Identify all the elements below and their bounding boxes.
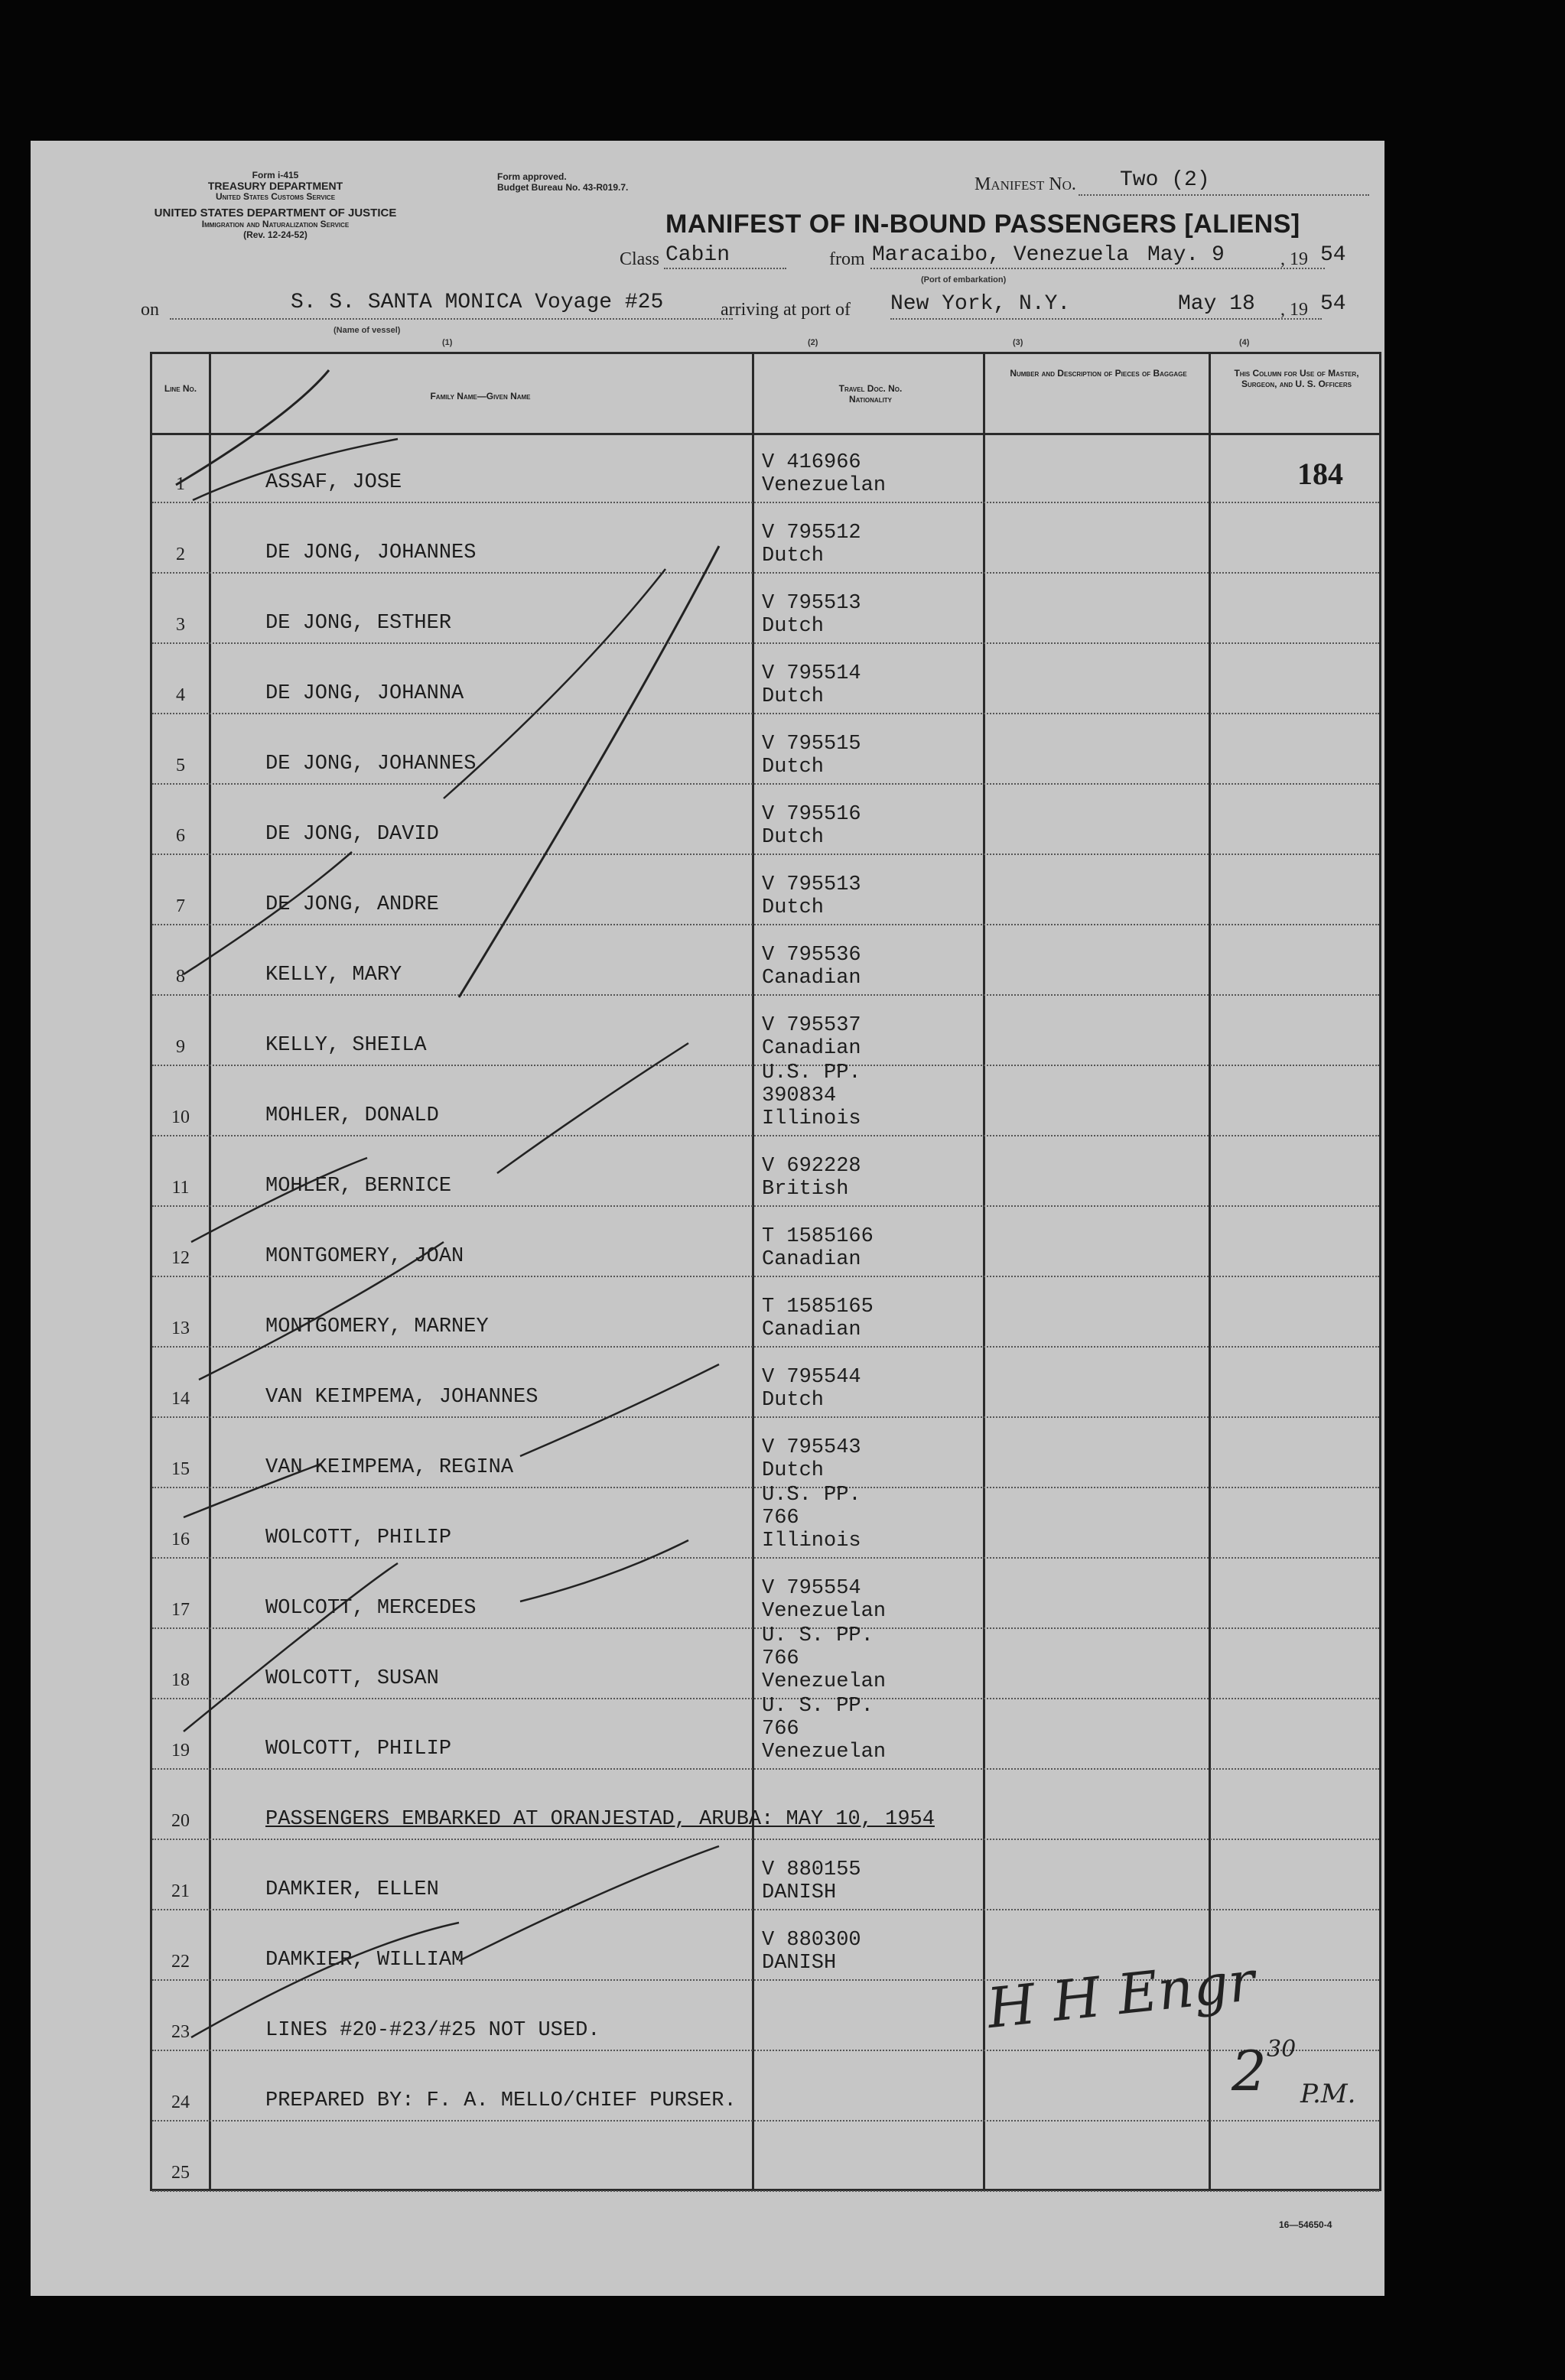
ins-label: Immigration and Naturalization Service <box>201 219 350 229</box>
col-header-name: Family Name—Given Name <box>430 391 531 402</box>
row-rule <box>152 924 1379 925</box>
travel-doc-line: DANISH <box>762 1952 837 1975</box>
travel-doc-line: U.S. PP. <box>762 1484 861 1507</box>
passenger-name: MOHLER, DONALD <box>265 1104 439 1127</box>
justice-label: UNITED STATES DEPARTMENT OF JUSTICE <box>154 206 397 219</box>
travel-doc-line: Dutch <box>762 756 825 779</box>
travel-doc-line: Venezuelan <box>762 1670 887 1693</box>
line-number: 16 <box>171 1530 190 1549</box>
arrival-port: New York, N.Y. <box>890 292 1071 316</box>
col-header-officers: This Column for Use of Master, Surgeon, and U. S. Officers <box>1234 368 1359 389</box>
line-number: 10 <box>171 1107 190 1127</box>
arriving-label: arriving at port of <box>721 300 851 320</box>
passenger-name: VAN KEIMPEMA, REGINA <box>265 1456 514 1479</box>
travel-doc-line: V 795515 <box>762 733 861 756</box>
travel-doc-line: Venezuelan <box>762 1600 887 1623</box>
inspector-signature: H H Engr <box>984 1948 1258 2041</box>
revision-label: (Rev. 12-24-52) <box>243 229 307 240</box>
passenger-name: DAMKIER, WILLIAM <box>265 1949 464 1972</box>
travel-doc-line: V 795514 <box>762 662 861 685</box>
col-divider <box>1209 354 1211 2189</box>
travel-doc-line: Canadian <box>762 1037 861 1060</box>
row-rule <box>152 853 1379 855</box>
passenger-name: DE JONG, ESTHER <box>265 612 452 635</box>
travel-doc-line: Illinois <box>762 1530 861 1553</box>
line-number: 1 <box>176 474 185 494</box>
travel-doc-line: V 795536 <box>762 944 861 967</box>
travel-doc-line: Dutch <box>762 545 825 567</box>
travel-doc-line: Venezuelan <box>762 474 887 497</box>
travel-doc-line: 766 <box>762 1647 799 1670</box>
travel-doc-line: V 795512 <box>762 522 861 545</box>
travel-doc-line: Canadian <box>762 1318 861 1341</box>
line-number: 25 <box>171 2163 190 2183</box>
col-num-2: (2) <box>808 338 818 347</box>
line-number: 9 <box>176 1037 185 1057</box>
line-number: 3 <box>176 615 185 635</box>
passenger-name: DE JONG, JOHANNES <box>265 541 477 564</box>
travel-doc-line: V 880155 <box>762 1858 861 1881</box>
travel-doc-line: V 795543 <box>762 1436 861 1459</box>
treasury-label: TREASURY DEPARTMENT <box>207 180 343 192</box>
passenger-name: WOLCOTT, MERCEDES <box>265 1597 477 1620</box>
from-label: from <box>829 249 865 269</box>
row-rule <box>152 2050 1379 2051</box>
row-rule <box>152 1276 1379 1277</box>
travel-doc-line: DANISH <box>762 1881 837 1904</box>
travel-doc-line: Canadian <box>762 967 861 990</box>
line-number: 12 <box>171 1248 190 1268</box>
form-id: Form i-415 <box>252 170 299 180</box>
passenger-name: WOLCOTT, PHILIP <box>265 1527 452 1549</box>
travel-doc-line: V 795537 <box>762 1014 861 1037</box>
row-rule <box>152 1557 1379 1559</box>
passenger-name: LINES #20-#23/#25 NOT USED. <box>265 2019 600 2042</box>
travel-doc-line: 390834 <box>762 1084 837 1107</box>
passenger-name: ASSAF, JOSE <box>265 471 402 494</box>
customs-label: United States Customs Service <box>215 191 336 202</box>
passenger-name: DE JONG, JOHANNES <box>265 753 477 775</box>
time-minute: 30 <box>1267 2036 1297 2063</box>
year2-value: 54 <box>1320 292 1346 316</box>
vessel-caption: (Name of vessel) <box>333 326 401 335</box>
col-num-3: (3) <box>1013 338 1023 347</box>
line-number: 13 <box>171 1318 190 1338</box>
col-num-1: (1) <box>442 338 453 347</box>
manifest-no-dots <box>1079 194 1369 196</box>
year1-value: 54 <box>1320 243 1346 267</box>
row-rule <box>152 642 1379 644</box>
row-rule <box>152 2120 1379 2122</box>
line-number: 14 <box>171 1389 190 1409</box>
line-number: 5 <box>176 756 185 775</box>
row-rule <box>152 1416 1379 1418</box>
line-number: 19 <box>171 1741 190 1761</box>
line-number: 11 <box>171 1178 190 1198</box>
row-rule <box>152 1135 1379 1136</box>
officer-mark: 184 <box>1297 457 1343 491</box>
travel-doc-line: V 692228 <box>762 1155 861 1178</box>
class-dots <box>664 268 786 269</box>
manifest-title: MANIFEST OF IN-BOUND PASSENGERS [ALIENS] <box>665 210 1300 239</box>
arrival-date: May 18 <box>1178 292 1255 316</box>
passenger-name: DE JONG, JOHANNA <box>265 682 464 705</box>
row-rule <box>152 1205 1379 1207</box>
form-number: 16—54650-4 <box>1279 2219 1332 2230</box>
passenger-name: PASSENGERS EMBARKED AT ORANJESTAD, ARUBA: MAY 10, 1954 <box>265 1808 935 1831</box>
year1-prefix: , 19 <box>1280 249 1308 269</box>
col-num-4: (4) <box>1239 338 1250 347</box>
travel-doc-line: V 795513 <box>762 592 861 615</box>
col-divider <box>752 354 754 2189</box>
travel-doc-line: V 795554 <box>762 1577 861 1600</box>
travel-doc-line: Dutch <box>762 826 825 849</box>
manifest-no-value: Two (2) <box>1120 168 1210 192</box>
line-number: 8 <box>176 967 185 987</box>
travel-doc-line: U.S. PP. <box>762 1062 861 1084</box>
passenger-name: MOHLER, BERNICE <box>265 1175 452 1198</box>
travel-doc-line: V 795544 <box>762 1366 861 1389</box>
manifest-page <box>31 141 1384 2296</box>
passenger-name: WOLCOTT, SUSAN <box>265 1667 439 1690</box>
travel-doc-line: T 1585165 <box>762 1296 874 1318</box>
port-caption: (Port of embarkation) <box>921 275 1007 284</box>
row-rule <box>152 1346 1379 1348</box>
approval-block <box>497 171 628 193</box>
travel-doc-line: U. S. PP. <box>762 1695 874 1718</box>
vessel-name: S. S. SANTA MONICA Voyage #25 <box>291 291 664 314</box>
line-number: 20 <box>171 1811 190 1831</box>
passenger-name: MONTGOMERY, MARNEY <box>265 1315 489 1338</box>
line-number: 15 <box>171 1459 190 1479</box>
travel-doc-line: 766 <box>762 1718 799 1741</box>
travel-doc-line: Illinois <box>762 1107 861 1130</box>
passenger-name: MONTGOMERY, JOAN <box>265 1245 464 1268</box>
passenger-name: DE JONG, ANDRE <box>265 893 439 916</box>
line-number: 23 <box>171 2022 190 2042</box>
passenger-name: WOLCOTT, PHILIP <box>265 1738 452 1761</box>
row-rule <box>152 502 1379 503</box>
year2-prefix: , 19 <box>1280 300 1308 320</box>
col-divider <box>983 354 985 2189</box>
passenger-name: VAN KEIMPEMA, JOHANNES <box>265 1386 538 1409</box>
line-number: 21 <box>171 1881 190 1901</box>
line-number: 18 <box>171 1670 190 1690</box>
time-ampm: P.M. <box>1300 2079 1356 2109</box>
travel-doc-line: V 795516 <box>762 803 861 826</box>
row-rule <box>152 1768 1379 1770</box>
travel-doc-line: U. S. PP. <box>762 1624 874 1647</box>
travel-doc-line: Dutch <box>762 1459 825 1482</box>
row-rule <box>152 1909 1379 1910</box>
line-number: 24 <box>171 2092 190 2112</box>
passenger-name: PREPARED BY: F. A. MELLO/CHIEF PURSER. <box>265 2089 737 2112</box>
line-number: 22 <box>171 1952 190 1972</box>
col-header-travel-doc: Travel Doc. No. Nationality <box>838 383 903 405</box>
header-divider <box>152 433 1379 435</box>
travel-doc-line: V 416966 <box>762 451 861 474</box>
col-header-baggage: Number and Description of Pieces of Baggage <box>1010 368 1187 379</box>
embark-date: May. 9 <box>1147 243 1225 267</box>
class-value: Cabin <box>665 243 730 267</box>
approved-label: Form approved. <box>497 171 567 182</box>
row-rule <box>152 994 1379 996</box>
travel-doc-line: T 1585166 <box>762 1225 874 1248</box>
line-number: 4 <box>176 685 185 705</box>
travel-doc-line: British <box>762 1178 849 1201</box>
class-label: Class <box>620 249 660 269</box>
col-header-line-no: Line No. <box>164 383 197 394</box>
col-divider <box>209 354 211 2189</box>
on-label: on <box>141 300 159 320</box>
travel-doc-line: V 880300 <box>762 1929 861 1952</box>
passenger-table <box>150 352 1381 2191</box>
row-rule <box>152 572 1379 574</box>
travel-doc-line: Canadian <box>762 1248 861 1271</box>
travel-doc-line: V 795513 <box>762 873 861 896</box>
travel-doc-line: 766 <box>762 1507 799 1530</box>
line-number: 17 <box>171 1600 190 1620</box>
travel-doc-line: Dutch <box>762 685 825 708</box>
time-hour: 2 <box>1232 2039 1267 2103</box>
line-number: 2 <box>176 545 185 564</box>
budget-label: Budget Bureau No. 43-R019.7. <box>497 182 629 193</box>
row-rule <box>152 1839 1379 1840</box>
manifest-no-label: Manifest No. <box>974 174 1076 194</box>
agency-block <box>130 170 421 240</box>
travel-doc-line: Dutch <box>762 896 825 919</box>
arrival-dots <box>890 318 1322 320</box>
from-value: Maracaibo, Venezuela <box>872 243 1130 267</box>
line-number: 7 <box>176 896 185 916</box>
from-dots <box>870 268 1325 269</box>
row-rule <box>152 783 1379 785</box>
travel-doc-line: Dutch <box>762 615 825 638</box>
row-rule <box>152 713 1379 714</box>
passenger-name: KELLY, SHEILA <box>265 1034 427 1057</box>
passenger-name: KELLY, MARY <box>265 964 402 987</box>
travel-doc-line: Venezuelan <box>762 1741 887 1764</box>
line-number: 6 <box>176 826 185 846</box>
travel-doc-line: Dutch <box>762 1389 825 1412</box>
passenger-name: DE JONG, DAVID <box>265 823 439 846</box>
row-rule <box>152 2190 1379 2192</box>
vessel-dots <box>170 318 733 320</box>
passenger-name: DAMKIER, ELLEN <box>265 1878 439 1901</box>
